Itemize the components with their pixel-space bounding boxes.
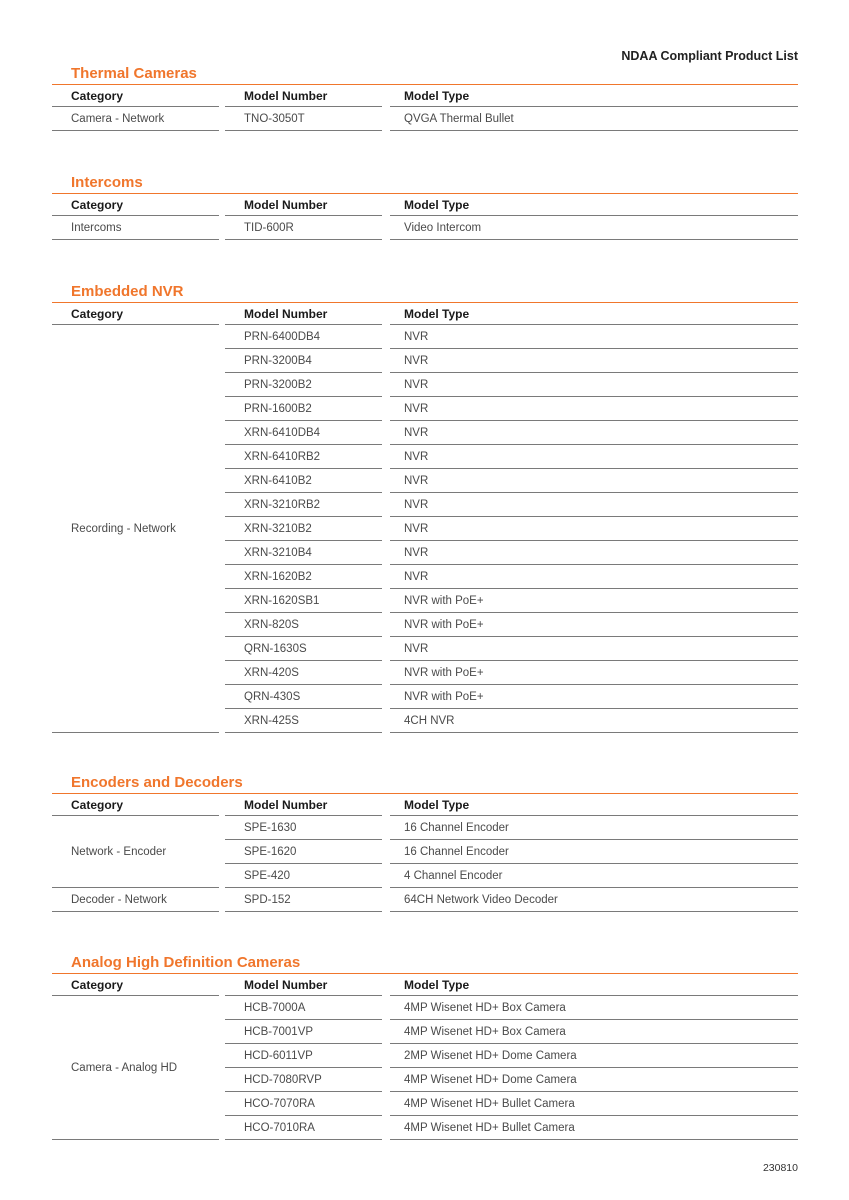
table-row [52, 637, 798, 661]
model-type-cell: NVR [390, 541, 798, 565]
model-number-cell: SPE-1620 [225, 840, 382, 864]
table-row [52, 864, 798, 888]
model-type-cell: 4MP Wisenet HD+ Bullet Camera [390, 1092, 798, 1116]
table-row [52, 107, 798, 131]
model-number-cell: PRN-3200B4 [225, 349, 382, 373]
table-row [52, 685, 798, 709]
model-type-cell: 4MP Wisenet HD+ Box Camera [390, 1020, 798, 1044]
model-type-cell: NVR with PoE+ [390, 589, 798, 613]
model-number-cell: PRN-6400DB4 [225, 325, 382, 349]
table-row [52, 325, 798, 349]
section-title: Thermal Cameras [71, 65, 197, 82]
table-row [52, 816, 798, 840]
model-number-cell: HCO-7070RA [225, 1092, 382, 1116]
category-cell: Intercoms [52, 216, 219, 240]
category-cell: Recording - Network [52, 325, 219, 733]
model-type-cell: NVR [390, 349, 798, 373]
model-type-cell: NVR [390, 373, 798, 397]
model-type-cell: NVR [390, 397, 798, 421]
model-number-cell: HCB-7000A [225, 996, 382, 1020]
table-header-row [52, 973, 798, 996]
table-row [52, 661, 798, 685]
section-title: Analog High Definition Cameras [71, 954, 301, 971]
table-row [52, 216, 798, 240]
table-row [52, 709, 798, 733]
table-row [52, 493, 798, 517]
header-model-number: Model Number [225, 794, 382, 816]
category-cell: Network - Encoder [52, 816, 219, 888]
table-section [52, 173, 798, 240]
model-type-cell: NVR [390, 469, 798, 493]
table-row [52, 421, 798, 445]
table-header-row [52, 193, 798, 216]
model-type-cell: 16 Channel Encoder [390, 816, 798, 840]
table-row [52, 517, 798, 541]
header-model-type: Model Type [390, 303, 798, 325]
model-number-cell: SPE-420 [225, 864, 382, 888]
table-section [52, 282, 798, 733]
table-row [52, 613, 798, 637]
model-type-cell: NVR with PoE+ [390, 613, 798, 637]
table-row [52, 1044, 798, 1068]
header-category: Category [52, 974, 219, 996]
category-group [52, 888, 798, 912]
section-title: Embedded NVR [71, 283, 184, 300]
model-number-cell: SPD-152 [225, 888, 382, 912]
table-row [52, 840, 798, 864]
header-category: Category [52, 85, 219, 107]
table-row [52, 349, 798, 373]
table-row [52, 373, 798, 397]
model-number-cell: XRN-6410B2 [225, 469, 382, 493]
model-number-cell: XRN-3210B4 [225, 541, 382, 565]
model-type-cell: NVR [390, 421, 798, 445]
model-number-cell: XRN-6410RB2 [225, 445, 382, 469]
model-type-cell: NVR [390, 565, 798, 589]
category-group [52, 107, 798, 131]
document-code: 230810 [762, 1162, 798, 1174]
model-number-cell: QRN-1630S [225, 637, 382, 661]
model-type-cell: NVR [390, 517, 798, 541]
model-type-cell: 16 Channel Encoder [390, 840, 798, 864]
header-model-type: Model Type [390, 794, 798, 816]
table-row [52, 1092, 798, 1116]
table-header-row [52, 793, 798, 816]
model-type-cell: NVR [390, 637, 798, 661]
model-number-cell: XRN-1620B2 [225, 565, 382, 589]
table-section [52, 953, 798, 1140]
category-group [52, 996, 798, 1140]
table-row [52, 888, 798, 912]
category-cell: Decoder - Network [52, 888, 219, 912]
model-number-cell: HCO-7010RA [225, 1116, 382, 1140]
category-group [52, 816, 798, 888]
table-row [52, 445, 798, 469]
model-type-cell: NVR [390, 445, 798, 469]
model-number-cell: XRN-3210B2 [225, 517, 382, 541]
model-type-cell: 4CH NVR [390, 709, 798, 733]
model-number-cell: QRN-430S [225, 685, 382, 709]
header-model-number: Model Number [225, 303, 382, 325]
model-number-cell: XRN-1620SB1 [225, 589, 382, 613]
section-title: Encoders and Decoders [71, 774, 243, 791]
table-row [52, 565, 798, 589]
model-number-cell: XRN-3210RB2 [225, 493, 382, 517]
model-number-cell: XRN-820S [225, 613, 382, 637]
table-section [52, 64, 798, 131]
model-number-cell: TNO-3050T [225, 107, 382, 131]
model-type-cell: 4MP Wisenet HD+ Dome Camera [390, 1068, 798, 1092]
model-number-cell: HCD-6011VP [225, 1044, 382, 1068]
model-number-cell: SPE-1630 [225, 816, 382, 840]
model-type-cell: NVR [390, 325, 798, 349]
table-row [52, 1116, 798, 1140]
table-row [52, 1020, 798, 1044]
model-type-cell: 4 Channel Encoder [390, 864, 798, 888]
category-cell: Camera - Network [52, 107, 219, 131]
document-title: NDAA Compliant Product List [621, 49, 798, 63]
model-type-cell: QVGA Thermal Bullet [390, 107, 798, 131]
model-type-cell: Video Intercom [390, 216, 798, 240]
model-number-cell: HCD-7080RVP [225, 1068, 382, 1092]
model-number-cell: HCB-7001VP [225, 1020, 382, 1044]
section-title: Intercoms [71, 174, 143, 191]
header-category: Category [52, 194, 219, 216]
header-model-type: Model Type [390, 974, 798, 996]
header-model-number: Model Number [225, 85, 382, 107]
table-row [52, 469, 798, 493]
model-type-cell: 4MP Wisenet HD+ Bullet Camera [390, 1116, 798, 1140]
table-row [52, 996, 798, 1020]
model-number-cell: PRN-3200B2 [225, 373, 382, 397]
category-group [52, 216, 798, 240]
model-number-cell: TID-600R [225, 216, 382, 240]
model-number-cell: XRN-420S [225, 661, 382, 685]
category-group [52, 325, 798, 733]
table-row [52, 397, 798, 421]
model-number-cell: PRN-1600B2 [225, 397, 382, 421]
model-type-cell: NVR [390, 493, 798, 517]
model-type-cell: NVR with PoE+ [390, 661, 798, 685]
table-row [52, 1068, 798, 1092]
table-row [52, 589, 798, 613]
header-category: Category [52, 794, 219, 816]
header-model-type: Model Type [390, 194, 798, 216]
table-header-row [52, 84, 798, 107]
model-number-cell: XRN-425S [225, 709, 382, 733]
model-number-cell: XRN-6410DB4 [225, 421, 382, 445]
table-row [52, 541, 798, 565]
header-model-number: Model Number [225, 974, 382, 996]
category-cell: Camera - Analog HD [52, 996, 219, 1140]
header-category: Category [52, 303, 219, 325]
model-type-cell: NVR with PoE+ [390, 685, 798, 709]
model-type-cell: 64CH Network Video Decoder [390, 888, 798, 912]
model-type-cell: 4MP Wisenet HD+ Box Camera [390, 996, 798, 1020]
table-header-row [52, 302, 798, 325]
header-model-number: Model Number [225, 194, 382, 216]
model-type-cell: 2MP Wisenet HD+ Dome Camera [390, 1044, 798, 1068]
header-model-type: Model Type [390, 85, 798, 107]
table-section [52, 773, 798, 912]
